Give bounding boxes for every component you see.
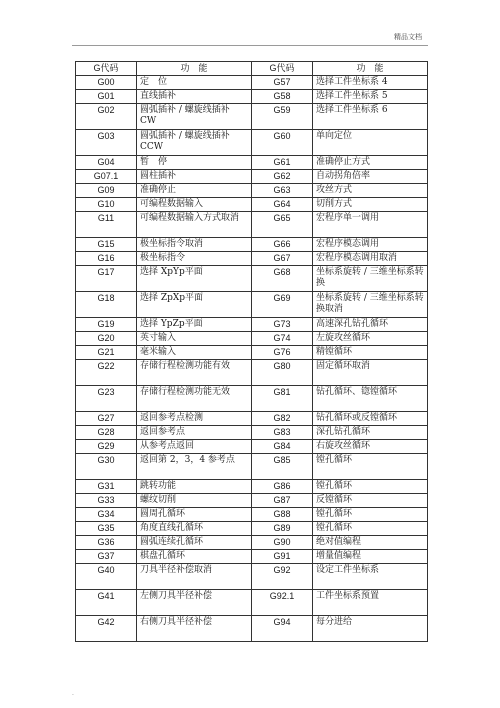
function-cell: 切削方式: [313, 198, 428, 212]
page-header-label: 精品文档: [394, 33, 422, 41]
function-cell: 准确停止方式: [313, 156, 428, 170]
column-header-code: G代码: [252, 62, 313, 76]
function-cell: 圆周孔循环: [137, 508, 252, 522]
function-cell: 圆弧插补 / 螺旋线插补 CCW: [137, 130, 252, 156]
footer-mark: .: [72, 690, 74, 697]
function-cell: 准确停止: [137, 184, 252, 198]
function-cell: 宏程序单一调用: [313, 212, 428, 238]
table-row: [76, 454, 428, 480]
g-code-cell: G68: [252, 266, 313, 292]
table-row: [76, 130, 428, 156]
g-code-cell: G89: [252, 522, 313, 536]
g-code-cell: G01: [76, 90, 137, 104]
g-code-cell: G82: [252, 412, 313, 426]
table-row: [76, 318, 428, 332]
function-cell: 固定循环取消: [313, 360, 428, 386]
column-header-code: G代码: [76, 62, 137, 76]
table-row: [76, 480, 428, 494]
g-code-cell: G69: [252, 292, 313, 318]
g-code-cell: G86: [252, 480, 313, 494]
function-cell: 选择 YpZp平面: [137, 318, 252, 332]
function-cell: 极坐标指令取消: [137, 238, 252, 252]
table-row: [76, 508, 428, 522]
function-cell: 镗孔循环: [313, 480, 428, 494]
table-row: [76, 412, 428, 426]
g-code-cell: G35: [76, 522, 137, 536]
table-row: [76, 292, 428, 318]
g-code-cell: G42: [76, 616, 137, 642]
g-code-cell: G27: [76, 412, 137, 426]
function-cell: 棋盘孔循环: [137, 550, 252, 564]
function-cell: 右侧刀具半径补偿: [137, 616, 252, 642]
function-cell: 坐标系旋转 / 三维坐标系转换取消: [313, 292, 428, 318]
table-body: [76, 76, 428, 642]
function-cell: 钻孔循环、锪镗循环: [313, 386, 428, 412]
g-code-cell: G00: [76, 76, 137, 90]
table-row: [76, 170, 428, 184]
function-cell: 镗孔循环: [313, 522, 428, 536]
function-cell: 存储行程检测功能无效: [137, 386, 252, 412]
g-code-cell: G30: [76, 454, 137, 480]
table-row: [76, 590, 428, 616]
table-row: [76, 616, 428, 642]
function-cell: 每分进给: [313, 616, 428, 642]
function-cell: 圆弧连续孔循环: [137, 536, 252, 550]
function-cell: 角度直线孔循环: [137, 522, 252, 536]
function-cell: 工件坐标系预置: [313, 590, 428, 616]
g-code-cell: G84: [252, 440, 313, 454]
table-header-row: [76, 62, 428, 76]
function-cell: 单向定位: [313, 130, 428, 156]
g-code-cell: G15: [76, 238, 137, 252]
table-row: [76, 536, 428, 550]
function-cell: 英寸输入: [137, 332, 252, 346]
function-cell: 螺纹切削: [137, 494, 252, 508]
function-cell: 返回参考点: [137, 426, 252, 440]
g-code-cell: G16: [76, 252, 137, 266]
g-code-cell: G91: [252, 550, 313, 564]
g-code-cell: G62: [252, 170, 313, 184]
table-row: [76, 386, 428, 412]
g-code-cell: G19: [76, 318, 137, 332]
table-row: [76, 346, 428, 360]
function-cell: 毫米输入: [137, 346, 252, 360]
g-code-cell: G40: [76, 564, 137, 590]
table-row: [76, 550, 428, 564]
function-cell: 右旋攻丝循环: [313, 440, 428, 454]
function-cell: 宏程序模态调用: [313, 238, 428, 252]
g-code-cell: G33: [76, 494, 137, 508]
g-code-cell: G90: [252, 536, 313, 550]
g-code-cell: G04: [76, 156, 137, 170]
function-cell: 反镗循环: [313, 494, 428, 508]
g-code-cell: G92: [252, 564, 313, 590]
g-code-cell: G34: [76, 508, 137, 522]
g-code-cell: G29: [76, 440, 137, 454]
g-code-cell: G11: [76, 212, 137, 238]
function-cell: 坐标系旋转 / 三维坐标系转换: [313, 266, 428, 292]
function-cell: 选择工件坐标系 6: [313, 104, 428, 130]
header-rule: [72, 45, 428, 46]
g-code-cell: G59: [252, 104, 313, 130]
function-cell: 极坐标指令: [137, 252, 252, 266]
table-row: [76, 522, 428, 536]
g-code-table: [75, 61, 428, 642]
table-row: [76, 360, 428, 386]
function-cell: 可编程数据输入: [137, 198, 252, 212]
function-cell: 宏程序模态调用取消: [313, 252, 428, 266]
g-code-cell: G67: [252, 252, 313, 266]
function-cell: 自动拐角倍率: [313, 170, 428, 184]
function-cell: 选择 ZpXp平面: [137, 292, 252, 318]
table-row: [76, 198, 428, 212]
g-code-cell: G21: [76, 346, 137, 360]
table-row: [76, 90, 428, 104]
function-cell: 返回参考点检测: [137, 412, 252, 426]
g-code-cell: G37: [76, 550, 137, 564]
table-row: [76, 564, 428, 590]
table-row: [76, 238, 428, 252]
function-cell: 直线插补: [137, 90, 252, 104]
g-code-cell: G23: [76, 386, 137, 412]
table-row: [76, 252, 428, 266]
function-cell: 镗孔循环: [313, 508, 428, 522]
function-cell: 圆柱插补: [137, 170, 252, 184]
g-code-cell: G31: [76, 480, 137, 494]
g-code-cell: G92.1: [252, 590, 313, 616]
function-cell: 高速深孔钻孔循环: [313, 318, 428, 332]
function-cell: 返回第 2，3，4 参考点: [137, 454, 252, 480]
g-code-cell: G81: [252, 386, 313, 412]
function-cell: 精镗循环: [313, 346, 428, 360]
g-code-cell: G22: [76, 360, 137, 386]
g-code-cell: G87: [252, 494, 313, 508]
table-row: [76, 76, 428, 90]
g-code-cell: G03: [76, 130, 137, 156]
g-code-cell: G36: [76, 536, 137, 550]
function-cell: 左旋攻丝循环: [313, 332, 428, 346]
g-code-cell: G80: [252, 360, 313, 386]
g-code-cell: G64: [252, 198, 313, 212]
g-code-cell: G63: [252, 184, 313, 198]
function-cell: 左侧刀具半径补偿: [137, 590, 252, 616]
function-cell: 选择 XpYp平面: [137, 266, 252, 292]
g-code-cell: G07.1: [76, 170, 137, 184]
function-cell: 圆弧插补 / 螺旋线插补 CW: [137, 104, 252, 130]
g-code-cell: G94: [252, 616, 313, 642]
g-code-cell: G17: [76, 266, 137, 292]
g-code-cell: G74: [252, 332, 313, 346]
g-code-cell: G85: [252, 454, 313, 480]
function-cell: 可编程数据输入方式取消: [137, 212, 252, 238]
table-row: [76, 266, 428, 292]
function-cell: 深孔钻孔循环: [313, 426, 428, 440]
g-code-cell: G61: [252, 156, 313, 170]
function-cell: 刀具半径补偿取消: [137, 564, 252, 590]
function-cell: 存储行程检测功能有效: [137, 360, 252, 386]
function-cell: 设定工件坐标系: [313, 564, 428, 590]
g-code-cell: G76: [252, 346, 313, 360]
function-cell: 镗孔循环: [313, 454, 428, 480]
g-code-cell: G09: [76, 184, 137, 198]
table-row: [76, 426, 428, 440]
g-code-cell: G73: [252, 318, 313, 332]
g-code-cell: G57: [252, 76, 313, 90]
column-header-function: 功 能: [137, 62, 252, 76]
function-cell: 增量值编程: [313, 550, 428, 564]
g-code-cell: G58: [252, 90, 313, 104]
g-code-cell: G28: [76, 426, 137, 440]
g-code-cell: G18: [76, 292, 137, 318]
g-code-cell: G83: [252, 426, 313, 440]
g-code-cell: G60: [252, 130, 313, 156]
function-cell: 选择工件坐标系 4: [313, 76, 428, 90]
function-cell: 绝对值编程: [313, 536, 428, 550]
g-code-cell: G41: [76, 590, 137, 616]
table-row: [76, 184, 428, 198]
function-cell: 暂 停: [137, 156, 252, 170]
g-code-cell: G65: [252, 212, 313, 238]
column-header-function: 功 能: [313, 62, 428, 76]
function-cell: 攻丝方式: [313, 184, 428, 198]
g-code-cell: G20: [76, 332, 137, 346]
table-row: [76, 332, 428, 346]
g-code-cell: G66: [252, 238, 313, 252]
function-cell: 定 位: [137, 76, 252, 90]
function-cell: 选择工件坐标系 5: [313, 90, 428, 104]
function-cell: 跳转功能: [137, 480, 252, 494]
g-code-cell: G02: [76, 104, 137, 130]
function-cell: 钻孔循环或反镗循环: [313, 412, 428, 426]
table-row: [76, 440, 428, 454]
function-cell: 从参考点返回: [137, 440, 252, 454]
g-code-cell: G88: [252, 508, 313, 522]
table-row: [76, 212, 428, 238]
table-row: [76, 156, 428, 170]
g-code-cell: G10: [76, 198, 137, 212]
table-row: [76, 494, 428, 508]
table-row: [76, 104, 428, 130]
